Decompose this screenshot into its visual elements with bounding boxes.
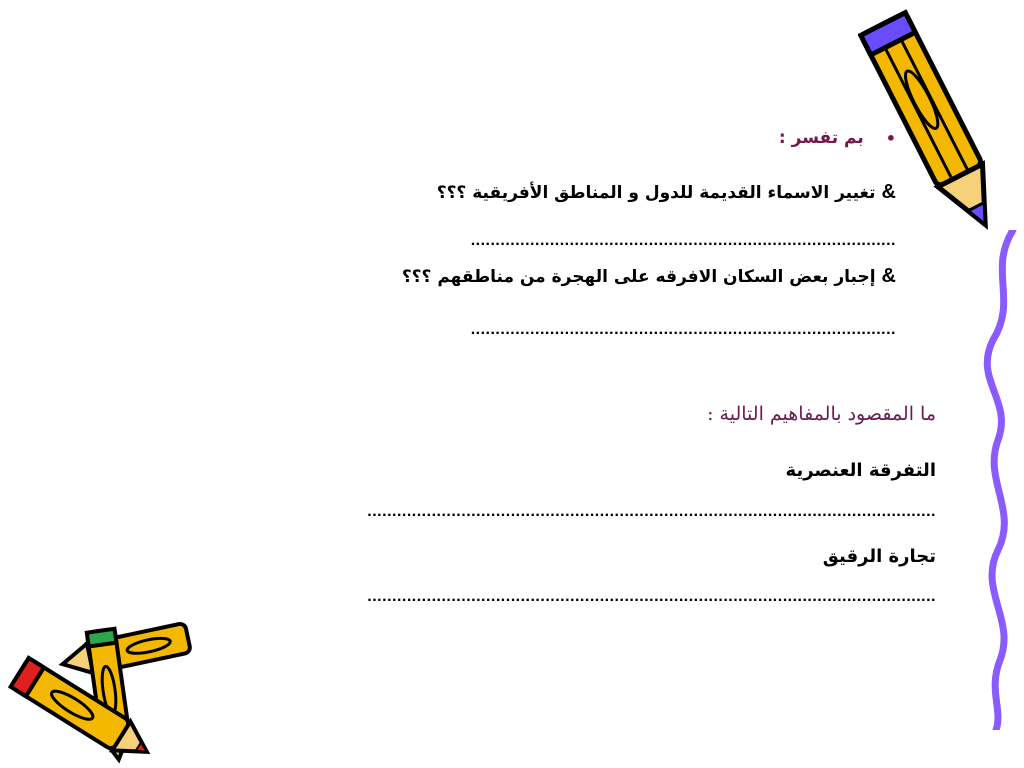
question-text: بم تفسر : [778,128,864,148]
answer-line: ................................................................................................................... [367,503,936,520]
list-item [402,265,896,288]
answer-line: ...................................................................................... [470,232,896,249]
crossed-pencils-icon [0,615,210,765]
section-heading: ما المقصود بالمفاهيم التالية : [707,403,936,425]
item-text: إجبار بعض السكان الافرقه على الهجرة من مناطقهم ؟؟؟ [401,267,876,287]
item-text: تغيير الاسماء القديمة للدول و المناطق الأفريقية ؟؟؟ [436,183,876,203]
answer-line: ................................................................................................................... [367,588,936,605]
wavy-border [968,230,1024,730]
pencil-icon [858,2,1008,247]
bullet: • [885,128,896,148]
answer-line: ...................................................................................... [470,321,896,338]
ampersand-marker: & [881,265,896,287]
ampersand-marker: & [881,181,896,203]
term-label: التفرقة العنصرية [785,460,936,481]
list-item [437,181,896,204]
term-label: تجارة الرقيق [822,546,936,567]
